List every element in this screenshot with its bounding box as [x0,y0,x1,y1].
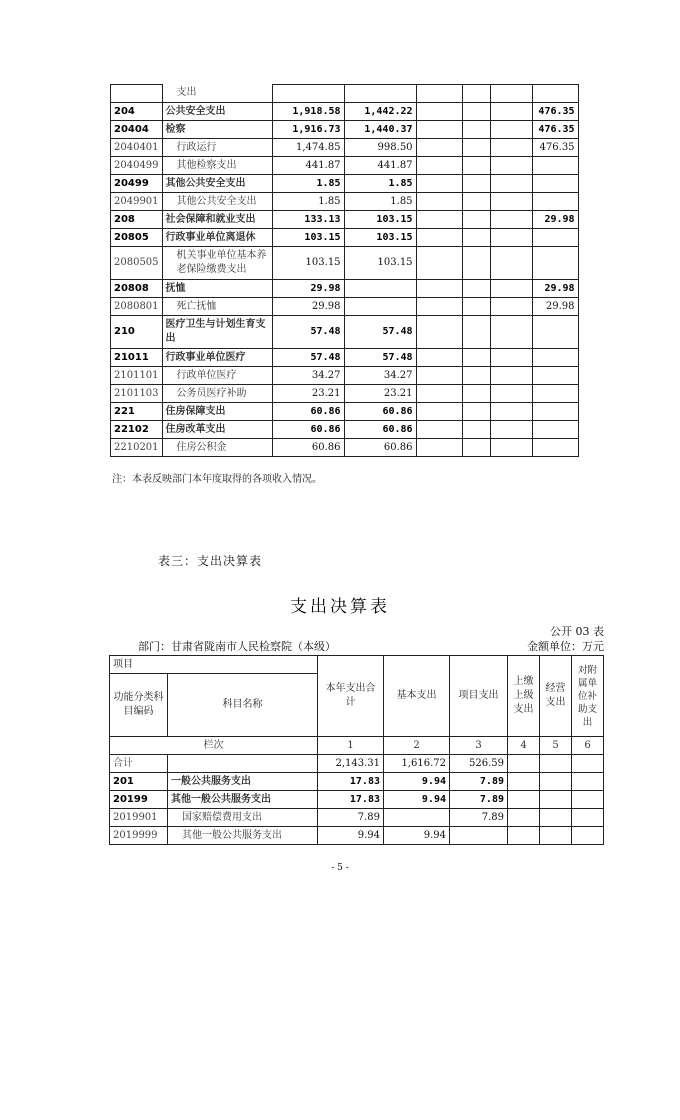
row-code: 2049901 [111,193,163,211]
row-value-c5 [490,85,532,103]
row-code: 21011 [111,349,163,367]
row-name: 其他公共安全支出 [162,193,272,211]
row-value-c1: 1.85 [272,193,344,211]
row-value-c3 [416,157,462,175]
col-num-6: 6 [572,737,604,755]
row-code: 221 [111,403,163,421]
row-name: 社会保障和就业支出 [162,211,272,229]
row-value-c5 [490,280,532,298]
row-value-c3 [416,439,462,457]
row-value-c3 [416,247,462,280]
row-value-c1: 17.83 [318,791,384,809]
row-value-c6: 476.35 [532,121,578,139]
blank-area [0,935,680,1120]
row-value-c4 [462,349,490,367]
row-value-c3 [416,280,462,298]
row-value-c5 [490,385,532,403]
row-value-c2: 1.85 [344,175,416,193]
table3-label: 表三：支出决算表 [158,554,263,568]
row-value-c2: 1.85 [344,193,416,211]
table-row [111,403,579,421]
row-value-c3: 526.59 [450,755,508,773]
row-value-c4 [462,193,490,211]
row-value-c3 [416,298,462,316]
row-value-c6 [532,175,578,193]
row-name: 行政事业单位离退休 [162,229,272,247]
table-row [111,175,579,193]
table-row [111,193,579,211]
row-name: 行政单位医疗 [162,367,272,385]
row-code: 20404 [111,121,163,139]
col-num-4: 4 [508,737,540,755]
row-name [168,755,318,773]
form-number: 公开 03 表 [550,625,604,638]
amount-unit: 金额单位：万元 [527,640,604,653]
row-value-c5 [540,791,572,809]
header-row-item [110,656,604,674]
col-num-5: 5 [540,737,572,755]
row-value-c1: 17.83 [318,773,384,791]
header-remit: 上缴上级支出 [508,656,540,737]
row-value-c2: 23.21 [344,385,416,403]
row-value-c4 [462,121,490,139]
row-value-c5 [540,827,572,845]
row-value-c2: 60.86 [344,421,416,439]
row-value-c1: 60.86 [272,421,344,439]
row-name: 检察 [162,121,272,139]
row-value-c6 [532,439,578,457]
column-label: 栏次 [110,737,318,755]
table-row [110,773,604,791]
row-code: 2101101 [111,367,163,385]
table-row [110,809,604,827]
row-value-c4 [462,316,490,349]
row-name: 其他一般公共服务支出 [168,827,318,845]
row-value-c4 [462,280,490,298]
table-row [111,439,579,457]
row-value-c2: 9.94 [384,773,450,791]
row-value-c3 [416,85,462,103]
row-value-c4 [462,175,490,193]
row-value-c6 [572,827,604,845]
table-row [110,827,604,845]
row-code: 2080801 [111,298,163,316]
row-name: 住房改革支出 [162,421,272,439]
income-table-body [111,85,579,457]
row-value-c5 [490,157,532,175]
row-code: 22102 [111,421,163,439]
row-value-c3 [416,193,462,211]
row-value-c3 [416,403,462,421]
row-value-c2: 103.15 [344,247,416,280]
row-value-c1: 60.86 [272,403,344,421]
expense-table-body [110,755,604,845]
row-name: 其他公共安全支出 [162,175,272,193]
row-value-c1: 1,918.58 [272,103,344,121]
row-value-c6 [532,367,578,385]
row-value-c2: 57.48 [344,316,416,349]
row-value-c2: 103.15 [344,229,416,247]
row-value-c2: 9.94 [384,827,450,845]
header-item: 项目 [110,656,318,674]
table-row [111,367,579,385]
table-row [111,139,579,157]
row-value-c6 [572,809,604,827]
col-num-1: 1 [318,737,384,755]
row-value-c6 [532,316,578,349]
row-value-c6 [532,85,578,103]
row-value-c2: 60.86 [344,439,416,457]
row-value-c2: 1,616.72 [384,755,450,773]
row-value-c5 [540,755,572,773]
row-value-c6 [532,157,578,175]
table-row [110,791,604,809]
row-code: 208 [111,211,163,229]
row-value-c5 [490,316,532,349]
row-name: 公共安全支出 [162,103,272,121]
column-number-row [110,737,604,755]
row-value-c5 [490,193,532,211]
row-name: 其他检察支出 [162,157,272,175]
row-value-c3 [450,827,508,845]
row-value-c2: 9.94 [384,791,450,809]
row-value-c1: 57.48 [272,316,344,349]
row-name: 一般公共服务支出 [168,773,318,791]
row-value-c4 [462,385,490,403]
row-value-c2: 441.87 [344,157,416,175]
row-value-c2: 998.50 [344,139,416,157]
row-name: 其他一般公共服务支出 [168,791,318,809]
row-value-c2 [344,85,416,103]
row-value-c5 [490,349,532,367]
table-row [111,421,579,439]
row-value-c2 [344,280,416,298]
row-value-c5 [540,809,572,827]
row-name: 抚恤 [162,280,272,298]
table-row [111,385,579,403]
row-value-c4 [508,809,540,827]
row-value-c3: 7.89 [450,791,508,809]
expense-table-title: 支出决算表 [290,597,390,617]
row-value-c4 [462,229,490,247]
header-func-code: 功能分类科目编码 [110,674,168,737]
row-value-c4 [462,103,490,121]
table-row [111,85,579,103]
row-name: 住房公积金 [162,439,272,457]
row-value-c5 [490,298,532,316]
row-value-c4 [462,211,490,229]
header-subject: 科目名称 [168,674,318,737]
row-value-c1: 9.94 [318,827,384,845]
row-value-c1: 1,474.85 [272,139,344,157]
row-value-c6 [532,421,578,439]
row-value-c4 [462,439,490,457]
row-value-c2 [384,809,450,827]
row-value-c1: 34.27 [272,367,344,385]
page-number: - 5 - [331,863,349,873]
row-name: 医疗卫生与计划生育支出 [162,316,272,349]
row-value-c2: 103.15 [344,211,416,229]
row-value-c3 [416,121,462,139]
row-code: 20808 [111,280,163,298]
row-value-c5 [490,175,532,193]
row-value-c1: 1.85 [272,175,344,193]
row-value-c5 [490,103,532,121]
header-project: 项目支出 [450,656,508,737]
row-name: 公务员医疗补助 [162,385,272,403]
row-value-c2: 34.27 [344,367,416,385]
row-value-c1: 103.15 [272,247,344,280]
table-row [111,280,579,298]
row-value-c1: 2,143.31 [318,755,384,773]
row-value-c4 [462,298,490,316]
row-value-c6 [572,773,604,791]
table-row [111,121,579,139]
row-value-c5 [490,403,532,421]
col-num-2: 2 [384,737,450,755]
row-value-c4 [462,247,490,280]
row-value-c6 [572,755,604,773]
row-value-c5 [490,247,532,280]
row-code: 2210201 [111,439,163,457]
row-code: 210 [111,316,163,349]
row-code: 2040401 [111,139,163,157]
row-name: 机关事业单位基本养老保险缴费支出 [162,247,272,280]
row-value-c5 [490,367,532,385]
row-value-c4 [462,367,490,385]
table-row [111,157,579,175]
row-value-c2: 1,440.37 [344,121,416,139]
header-subsidy: 对附属单位补助支出 [572,656,604,737]
row-value-c4 [508,791,540,809]
row-code: 合计 [110,755,168,773]
row-value-c4 [462,85,490,103]
row-value-c1: 103.15 [272,229,344,247]
row-value-c1: 133.13 [272,211,344,229]
row-code: 2040499 [111,157,163,175]
row-name: 死亡抚恤 [162,298,272,316]
row-value-c3 [416,103,462,121]
row-value-c1 [272,85,344,103]
row-value-c5 [490,229,532,247]
row-code: 201 [110,773,168,791]
row-code: 20199 [110,791,168,809]
row-value-c5 [490,139,532,157]
row-value-c2: 57.48 [344,349,416,367]
col-num-3: 3 [450,737,508,755]
row-value-c6 [532,385,578,403]
row-value-c3 [416,211,462,229]
row-code: 20805 [111,229,163,247]
row-value-c5 [490,211,532,229]
row-value-c3 [416,316,462,349]
row-value-c3 [416,385,462,403]
row-value-c5 [490,421,532,439]
row-value-c6 [532,229,578,247]
row-value-c4 [462,421,490,439]
row-code: 2019999 [110,827,168,845]
row-name: 行政事业单位医疗 [162,349,272,367]
row-value-c3 [416,175,462,193]
row-value-c4 [462,139,490,157]
department-label: 部门：甘肃省陇南市人民检察院（本级） [138,640,336,653]
row-value-c4 [462,157,490,175]
row-value-c1: 60.86 [272,439,344,457]
row-value-c4 [508,773,540,791]
table-row [111,247,579,280]
row-value-c3 [416,349,462,367]
row-value-c2: 1,442.22 [344,103,416,121]
row-value-c1: 57.48 [272,349,344,367]
row-value-c1: 441.87 [272,157,344,175]
row-code: 2080505 [111,247,163,280]
row-value-c6 [572,791,604,809]
row-value-c6: 29.98 [532,211,578,229]
row-value-c6: 29.98 [532,280,578,298]
row-value-c1: 1,916.73 [272,121,344,139]
row-value-c6: 476.35 [532,139,578,157]
row-value-c6 [532,349,578,367]
table-row [111,316,579,349]
header-business: 经营支出 [540,656,572,737]
table-row [111,298,579,316]
row-value-c6 [532,403,578,421]
row-value-c6: 476.35 [532,103,578,121]
header-basic: 基本支出 [384,656,450,737]
row-value-c3 [416,139,462,157]
row-value-c4 [508,755,540,773]
row-value-c6 [532,247,578,280]
header-total: 本年支出合计 [318,656,384,737]
expense-table [109,655,604,845]
row-value-c2 [344,298,416,316]
row-value-c2: 60.86 [344,403,416,421]
income-table [110,84,579,457]
row-code: 2019901 [110,809,168,827]
row-value-c1: 29.98 [272,280,344,298]
row-code: 20499 [111,175,163,193]
row-value-c1: 7.89 [318,809,384,827]
row-name: 住房保障支出 [162,403,272,421]
table-row [111,349,579,367]
row-value-c1: 29.98 [272,298,344,316]
row-name: 国家赔偿费用支出 [168,809,318,827]
row-value-c1: 23.21 [272,385,344,403]
row-value-c5 [540,773,572,791]
row-name: 支出 [162,85,272,103]
row-value-c3 [416,229,462,247]
table-row [111,229,579,247]
row-value-c4 [508,827,540,845]
table-row [111,211,579,229]
row-name: 行政运行 [162,139,272,157]
row-value-c5 [490,121,532,139]
row-value-c4 [462,403,490,421]
row-value-c3: 7.89 [450,773,508,791]
row-value-c5 [490,439,532,457]
total-row [110,755,604,773]
row-value-c3 [416,367,462,385]
row-value-c6 [532,193,578,211]
row-value-c6: 29.98 [532,298,578,316]
row-value-c3 [416,421,462,439]
table-note: 注：本表反映部门本年度取得的各项收入情况。 [112,474,322,485]
row-value-c3: 7.89 [450,809,508,827]
table-row [111,103,579,121]
row-code [111,85,163,103]
row-code: 2101103 [111,385,163,403]
row-code: 204 [111,103,163,121]
